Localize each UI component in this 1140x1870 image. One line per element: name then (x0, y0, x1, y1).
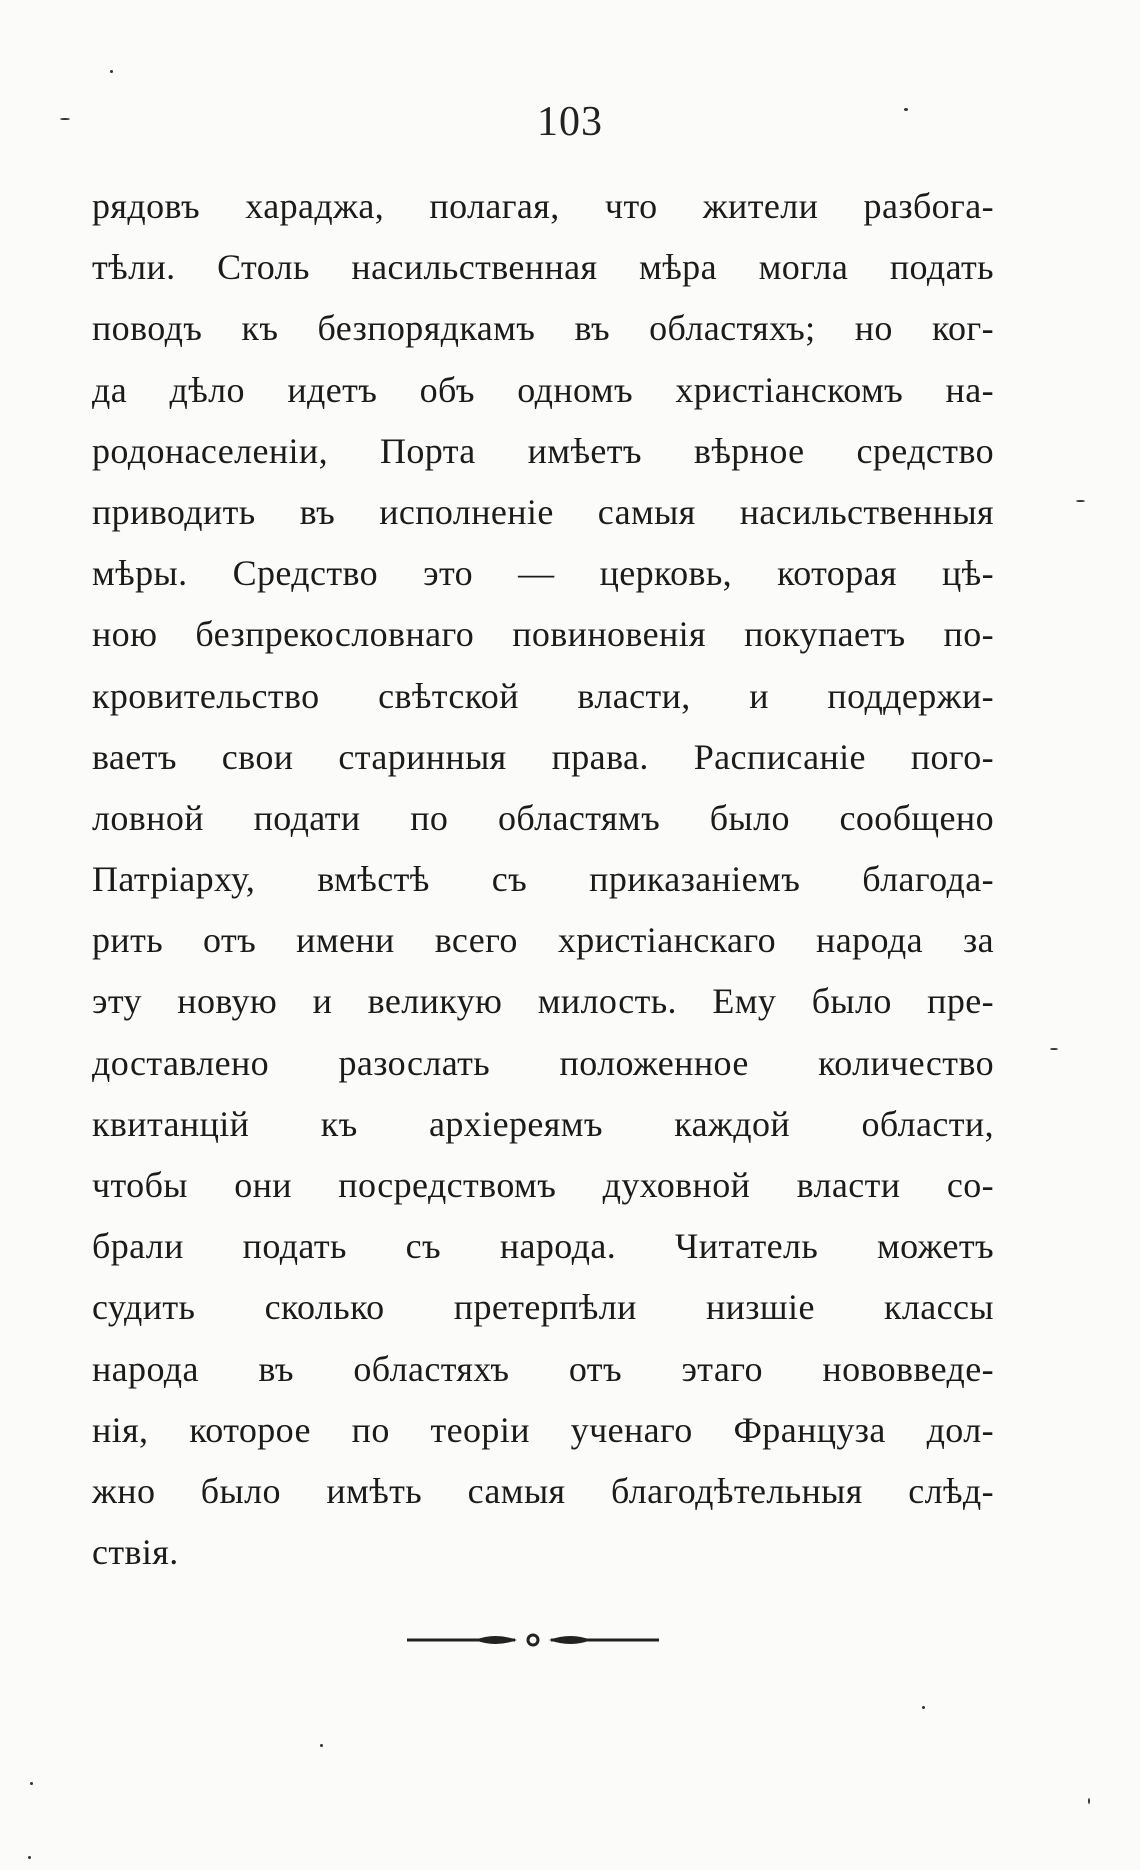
text-line: поводъ къ безпорядкамъ въ областяхъ; но ког- (92, 308, 994, 349)
text-line: мѣры. Средство это — церковь, которая цѣ- (92, 553, 994, 594)
paper-speck (30, 1782, 33, 1785)
text-line: да дѣло идетъ объ одномъ христіанскомъ на- (92, 369, 994, 410)
text-line: ваетъ свои старинныя права. Расписаніе пого- (92, 736, 994, 777)
paper-speck (904, 108, 908, 111)
paper-speck (1088, 1798, 1090, 1804)
text-line: судить сколько претерпѣли низшіе классы (92, 1287, 994, 1328)
text-line: Патріарху, вмѣстѣ съ приказаніемъ благода- (92, 859, 994, 900)
paper-speck (60, 118, 70, 120)
text-line: брали подать съ народа. Читатель можетъ (92, 1226, 994, 1267)
paper-speck (28, 1856, 31, 1859)
text-line: жно было имѣть самыя благодѣтельныя слѣд- (92, 1470, 994, 1511)
text-line: нія, которое по теоріи ученаго Француза дол- (92, 1409, 994, 1450)
paper-speck (1050, 1048, 1058, 1050)
paper-speck (1076, 500, 1085, 502)
text-line: эту новую и великую милость. Ему было пре- (92, 981, 994, 1022)
end-ornament (405, 1628, 661, 1652)
page-number: 103 (537, 99, 603, 145)
text-line: чтобы они посредствомъ духовной власти со- (92, 1165, 994, 1205)
text-line: тѣли. Столь насильственная мѣра могла подать (92, 247, 994, 288)
text-line: народа въ областяхъ отъ этаго нововведе- (92, 1348, 994, 1389)
body-text (92, 176, 994, 1583)
paper-speck (110, 70, 113, 73)
text-line: родонаселеніи, Порта имѣетъ вѣрное средство (92, 430, 994, 471)
text-line: квитанцій къ архіереямъ каждой области, (92, 1103, 994, 1144)
text-line: рить отъ имени всего христіанскаго народа за (92, 920, 994, 961)
paper-speck (320, 1744, 323, 1747)
text-line: приводить въ исполненіе самыя насильственныя (92, 491, 994, 532)
text-line: ною безпрекословнаго повиновенія покупаетъ по- (92, 614, 994, 655)
text-line-final: ствія. (92, 1532, 179, 1573)
text-line: кровительство свѣтской власти, и поддержи- (92, 675, 994, 716)
text-line: ловной подати по областямъ было сообщено (92, 797, 994, 838)
paper-speck (922, 1706, 925, 1709)
text-line: доставлено разослать положенное количество (92, 1042, 994, 1083)
text-line: рядовъ хараджа, полагая, что жители разбога- (92, 186, 994, 226)
